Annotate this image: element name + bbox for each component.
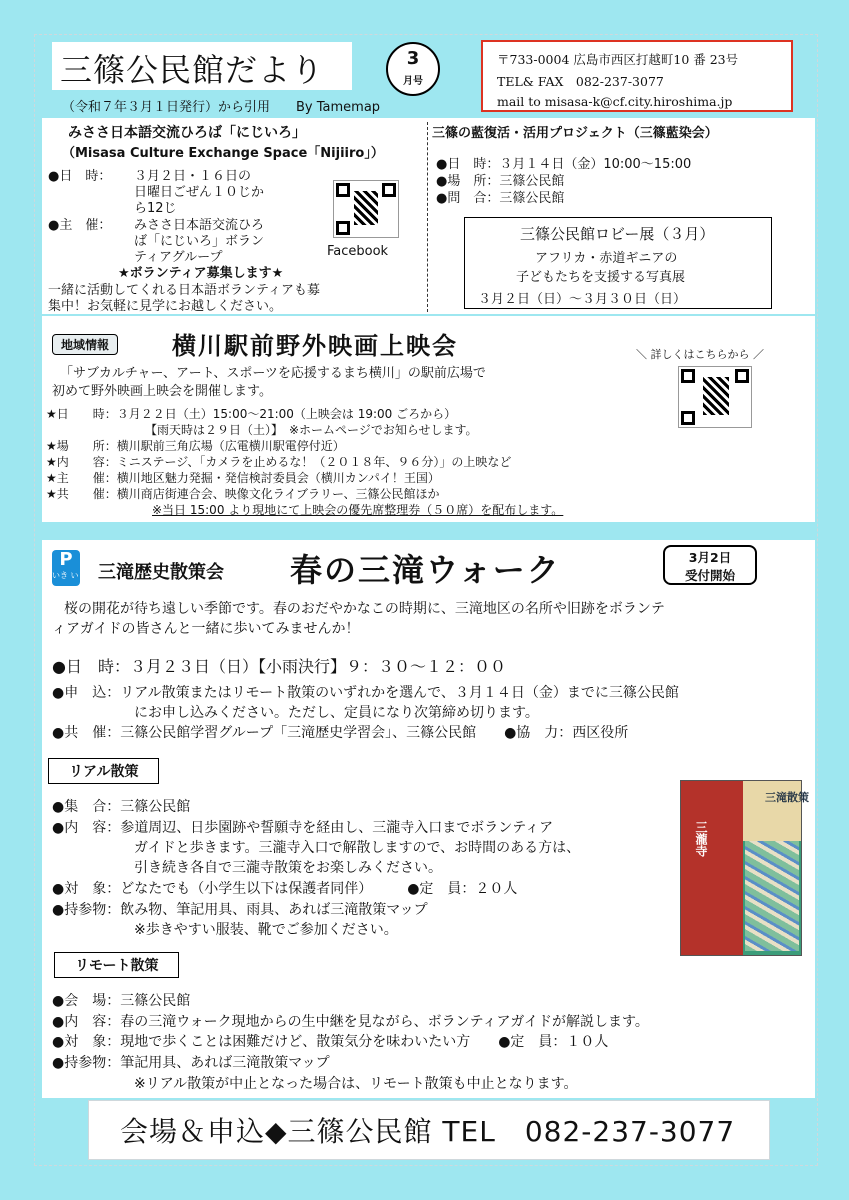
indigo-date: ●日 時：３月１４日（金）10:00～15:00 (436, 157, 692, 172)
nijiiro-host-3: ティアグループ (134, 250, 223, 265)
walk-subtitle: 三滝歴史散策会 (98, 562, 224, 583)
address: 〒733-0004 広島市西区打越町10 番 23号 (497, 52, 739, 67)
volunteer-title: ★ボランティア募集します★ (118, 266, 284, 281)
lobby-title: 三篠公民館ロビー展（３月） (520, 225, 715, 243)
ikiiki-p-icon: P いき いき (52, 550, 80, 586)
film-co-host: ★共 催：横川商店街連合会、映像文化ライブラリー、三篠公民館ほか (46, 487, 440, 501)
panel-divider (427, 122, 428, 312)
facebook-qr-code[interactable] (333, 180, 399, 238)
walk-apply-1: ●申 込：リアル散策またはリモート散策のいずれかを選んで、３月１４日（金）までに三篠公民館 (52, 685, 679, 701)
remote-note: ※リアル散策が中止となった場合は、リモート散策も中止となります。 (134, 1076, 578, 1092)
nijiiro-date-3: ら12じ (134, 201, 177, 216)
indigo-contact: ●問 合：三篠公民館 (436, 191, 565, 206)
nijiiro-date-1: ３月２日・１６日の (134, 169, 252, 184)
contact-box (481, 40, 793, 112)
film-note: ※当日 15:00 より現地にて上映会の優先席整理券（５０席）を配布します。 (152, 503, 564, 517)
film-content: ★内 容：ミニステージ、「カメラを止めるな！（２０１８年、９６分）」の上映など (46, 455, 512, 469)
newsletter-title: 三篠公民館だより (60, 51, 325, 89)
real-walk-label: リアル散策 (48, 758, 159, 784)
real-items: ●持参物：飲み物、筆記用具、雨具、あれば三滝散策マップ (52, 902, 428, 918)
nijiiro-date-label: ●日 時： (48, 169, 112, 184)
lobby-line-1: アフリカ・赤道ギニアの (535, 251, 678, 266)
ikiiki-icon-label: いき いき (52, 571, 87, 580)
lobby-period: ３月２日（日）～３月３０日（日） (478, 292, 687, 307)
nijiiro-subtitle: （Misasa Culture Exchange Space「Nijiiro」） (62, 146, 384, 161)
remote-venue: ●会 場：三篠公民館 (52, 993, 191, 1009)
walk-title: 春の三滝ウォーク (290, 551, 561, 589)
nijiiro-host-label: ●主 催： (48, 218, 112, 233)
phone-fax: TEL& FAX 082-237-3077 (497, 74, 664, 89)
cover-title-1: 三瀧寺 (694, 821, 708, 857)
nijiiro-host-1: みささ日本語交流ひろ (134, 218, 265, 233)
local-info-tag: 地域情報 (52, 334, 118, 355)
registration-badge (663, 545, 757, 585)
cover-title-2: 三滝散策 (765, 791, 809, 804)
walk-co-host: ●共 催：三篠公民館学習グループ「三滝歴史学習会」、三篠公民館 ●協 力：西区役所 (52, 725, 629, 741)
facebook-label: Facebook (327, 244, 389, 259)
issue-subhead: （令和７年３月１日発行）から引用 By Tamemap (62, 100, 381, 115)
badge-date: 3月2日 (688, 550, 732, 565)
real-content-1: ●内 容：参道周辺、日歩園跡や誓願寺を経由し、三瀧寺入口までボランティア (52, 820, 554, 836)
footer-contact: 会場＆申込◆三篠公民館 TEL 082-237-3077 (120, 1115, 736, 1148)
real-content-3: 引き続き各自で三瀧寺散策をお楽しみください。 (134, 860, 442, 876)
walk-map-cover-image (680, 780, 809, 956)
remote-walk-label: リモート散策 (54, 952, 179, 978)
month-label: 月号 (403, 76, 423, 87)
badge-text: 受付開始 (684, 568, 735, 583)
remote-target: ●対 象：現地で歩くことは困難だけど、散策気分を味わいたい方 ●定 員：１０人 (52, 1034, 609, 1050)
volunteer-text-1: 一緒に活動してくれる日本語ボランティアも募 (48, 283, 320, 298)
film-host: ★主 催：横川地区魅力発掘・発信検討委員会（横川カンパイ！王国） (46, 471, 440, 485)
real-items-note: ※歩きやすい服装、靴でご参加ください。 (134, 922, 398, 938)
month-number: 3 (406, 48, 420, 69)
film-intro-2: 初めて野外映画上映会を開催します。 (52, 384, 272, 399)
walk-intro-1: 桜の開花が待ち遠しい季節です。春のおだやかなこの時期に、三滝地区の名所や旧跡をボランテ (64, 601, 665, 617)
details-link: ＼ 詳しくはこちらから ／ (636, 348, 764, 361)
real-meet: ●集 合：三篠公民館 (52, 799, 191, 815)
email[interactable]: mail to misasa-k@cf.city.hiroshima.jp (497, 94, 733, 109)
month-badge (386, 42, 440, 96)
remote-items: ●持参物：筆記用具、あれば三滝散策マップ (52, 1055, 330, 1071)
indigo-place: ●場 所：三篠公民館 (436, 174, 565, 189)
remote-content: ●内 容：春の三滝ウォーク現地からの生中継を見ながら、ボランティアガイドが解説します。 (52, 1014, 649, 1030)
real-target: ●対 象：どなたでも（小学生以下は保護者同伴） ●定 員：２０人 (52, 881, 518, 897)
nijiiro-host-2: ば「にじいろ」ボラン (134, 234, 265, 249)
nijiiro-date-2: 日曜日ごぜん１０じか (134, 185, 265, 200)
film-qr-code[interactable] (678, 366, 752, 428)
film-intro-1: 「サブカルチャー、アート、スポーツを応援するまち横川」の駅前広場で (60, 366, 486, 381)
film-place: ★場 所：横川駅前三角広場（広電横川駅電停付近） (46, 439, 345, 453)
nijiiro-title: みささ日本語交流ひろば「にじいろ」 (68, 125, 306, 141)
lobby-line-2: 子どもたちを支援する写真展 (516, 270, 686, 285)
film-title: 横川駅前野外映画上映会 (172, 332, 458, 360)
film-rain-date: 【雨天時は２９日（土）】 ※ホームページでお知らせします。 (145, 423, 478, 437)
real-content-2: ガイドと歩きます。三瀧寺入口で解散しますので、お時間のある方は、 (134, 840, 581, 856)
volunteer-text-2: 集中！お気軽に見学にお越しください。 (48, 299, 283, 314)
walk-apply-2: にお申し込みください。ただし、定員になり次第締め切ります。 (134, 705, 539, 721)
indigo-title: 三篠の藍復活・活用プロジェクト（三篠藍染会） (432, 126, 718, 141)
walk-date: ●日 時：３月２３日（日）【小雨決行】９：３０～１２：００ (52, 657, 506, 676)
film-date: ★日 時：３月２２日（土）15:00～21:00（上映会は 19:00 ごろから） (46, 407, 457, 421)
walk-intro-2: ィアガイドの皆さんと一緒に歩いてみませんか！ (52, 621, 360, 637)
